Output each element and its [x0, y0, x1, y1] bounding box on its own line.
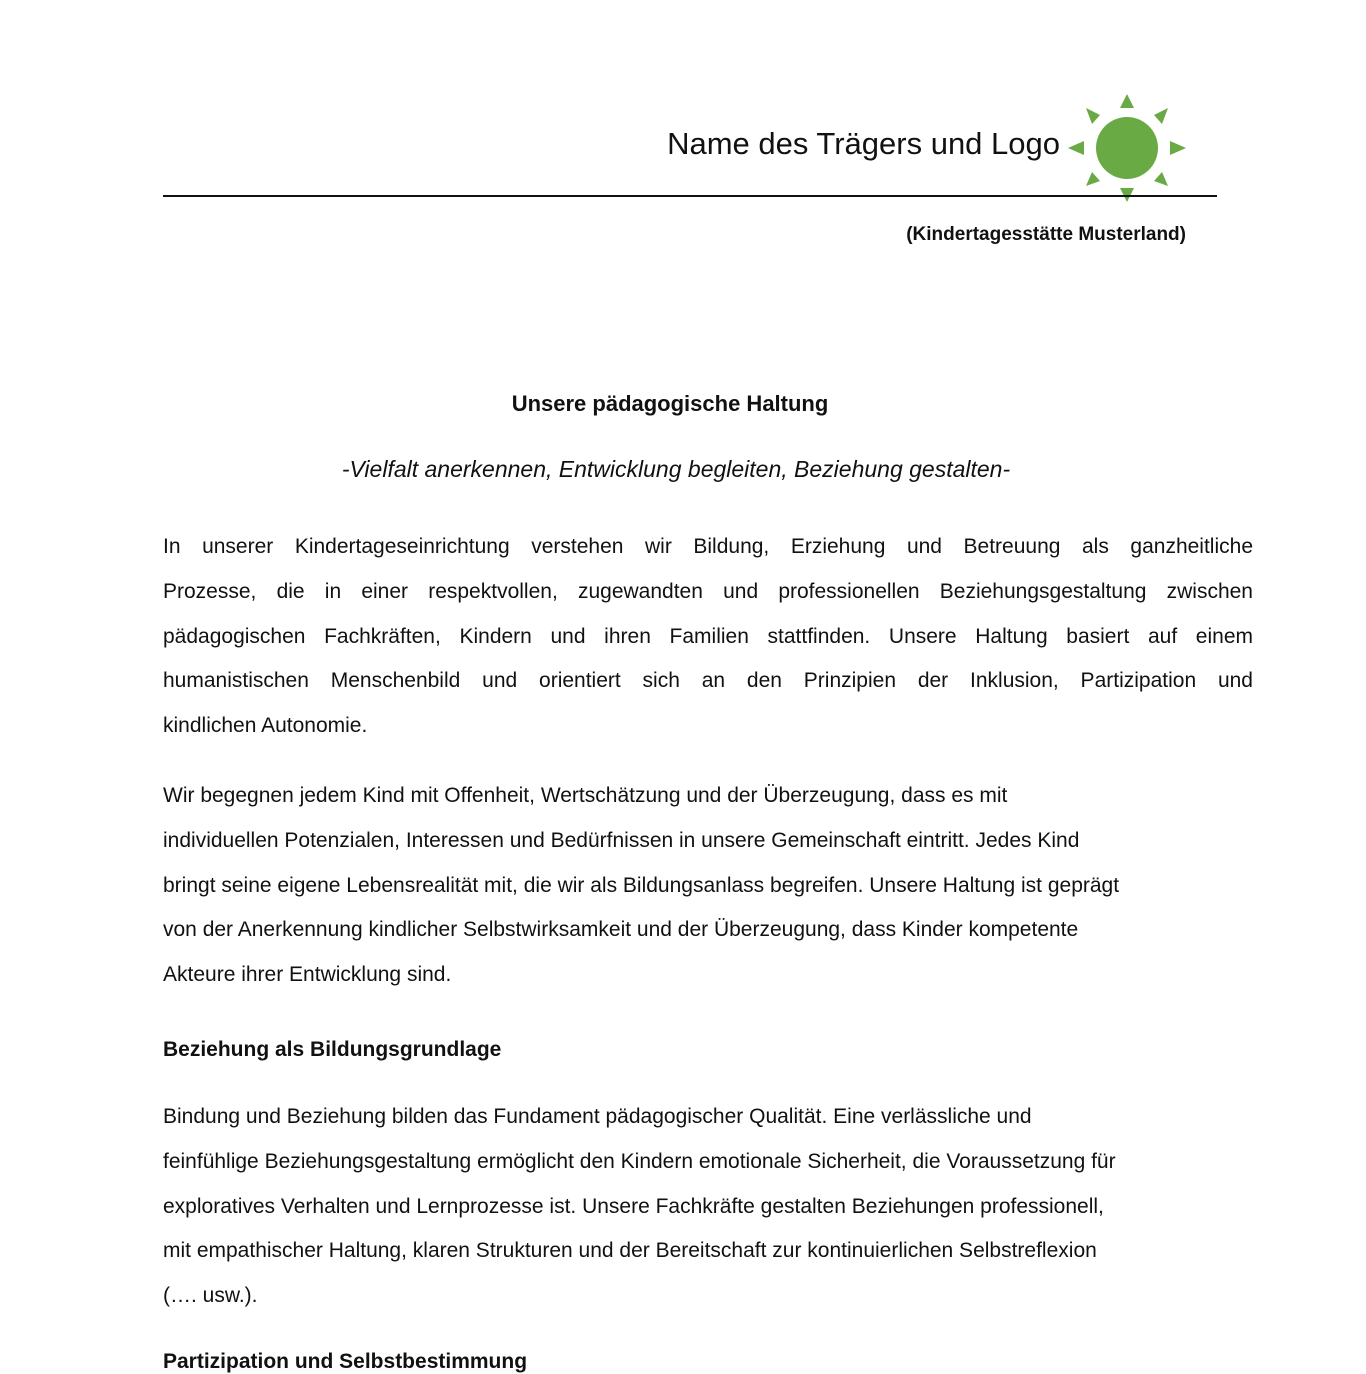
paragraph-line: individuellen Potenzialen, Interessen und Bedürfnissen in unsere Gemeinschaft eintritt. Jedes Kind — [163, 828, 1080, 852]
organization-name: (Kindertagesstätte Musterland) — [906, 224, 1186, 245]
paragraph-line: mit empathischer Haltung, klaren Strukturen und der Bereitschaft zur kontinuierlichen Selbstreflexion — [163, 1239, 1097, 1263]
paragraph-line: kindlichen Autonomie. — [163, 714, 368, 738]
paragraph-children — [163, 774, 1253, 998]
section-heading-participation: Partizipation und Selbstbestimmung — [163, 1350, 528, 1373]
header-title: Name des Trägers und Logo — [667, 126, 1060, 161]
header-divider — [163, 195, 1217, 197]
paragraph-line: In unserer Kindertageseinrichtung verstehen wir Bildung, Erziehung und Betreuung als ganzheitliche — [163, 535, 1253, 558]
paragraph-line: humanistischen Menschenbild und orientiert sich an den Prinzipien der Inklusion, Partizipation und — [163, 669, 1253, 693]
section-heading-relationship: Beziehung als Bildungsgrundlage — [163, 1038, 502, 1061]
paragraph-intro — [163, 525, 1253, 749]
paragraph-line: exploratives Verhalten und Lernprozesse ist. Unsere Fachkräfte gestalten Beziehungen professionell, — [163, 1194, 1104, 1218]
paragraph-line: pädagogischen Fachkräften, Kindern und ihren Familien stattfinden. Unsere Haltung basiert auf einem — [163, 624, 1253, 648]
paragraph-line: Wir begegnen jedem Kind mit Offenheit, Wertschätzung und der Überzeugung, dass es mit — [163, 784, 1008, 807]
paragraph-line: Prozesse, die in einer respektvollen, zugewandten und professionellen Beziehungsgestaltung zwischen — [163, 579, 1253, 603]
paragraph-line: von der Anerkennung kindlicher Selbstwirksamkeit und der Überzeugung, dass Kinder kompetente — [163, 918, 1079, 942]
document-title: Unsere pädagogische Haltung — [511, 391, 829, 416]
paragraph-line: Akteure ihrer Entwicklung sind. — [163, 963, 452, 987]
paragraph-line: feinfühlige Beziehungsgestaltung ermöglicht den Kindern emotionale Sicherheit, die Voraussetzung für — [163, 1149, 1116, 1173]
paragraph-relationship — [163, 1095, 1253, 1319]
paragraph-line: Bindung und Beziehung bilden das Fundament pädagogischer Qualität. Eine verlässliche und — [163, 1105, 1032, 1128]
document-subtitle: -Vielfalt anerkennen, Entwicklung begleiten, Beziehung gestalten- — [341, 456, 1011, 482]
paragraph-line: (…. usw.). — [163, 1284, 258, 1308]
sun-icon — [1066, 90, 1188, 204]
paragraph-line: bringt seine eigene Lebensrealität mit, die wir als Bildungsanlass begreifen. Unsere Haltung ist geprägt — [163, 873, 1120, 897]
